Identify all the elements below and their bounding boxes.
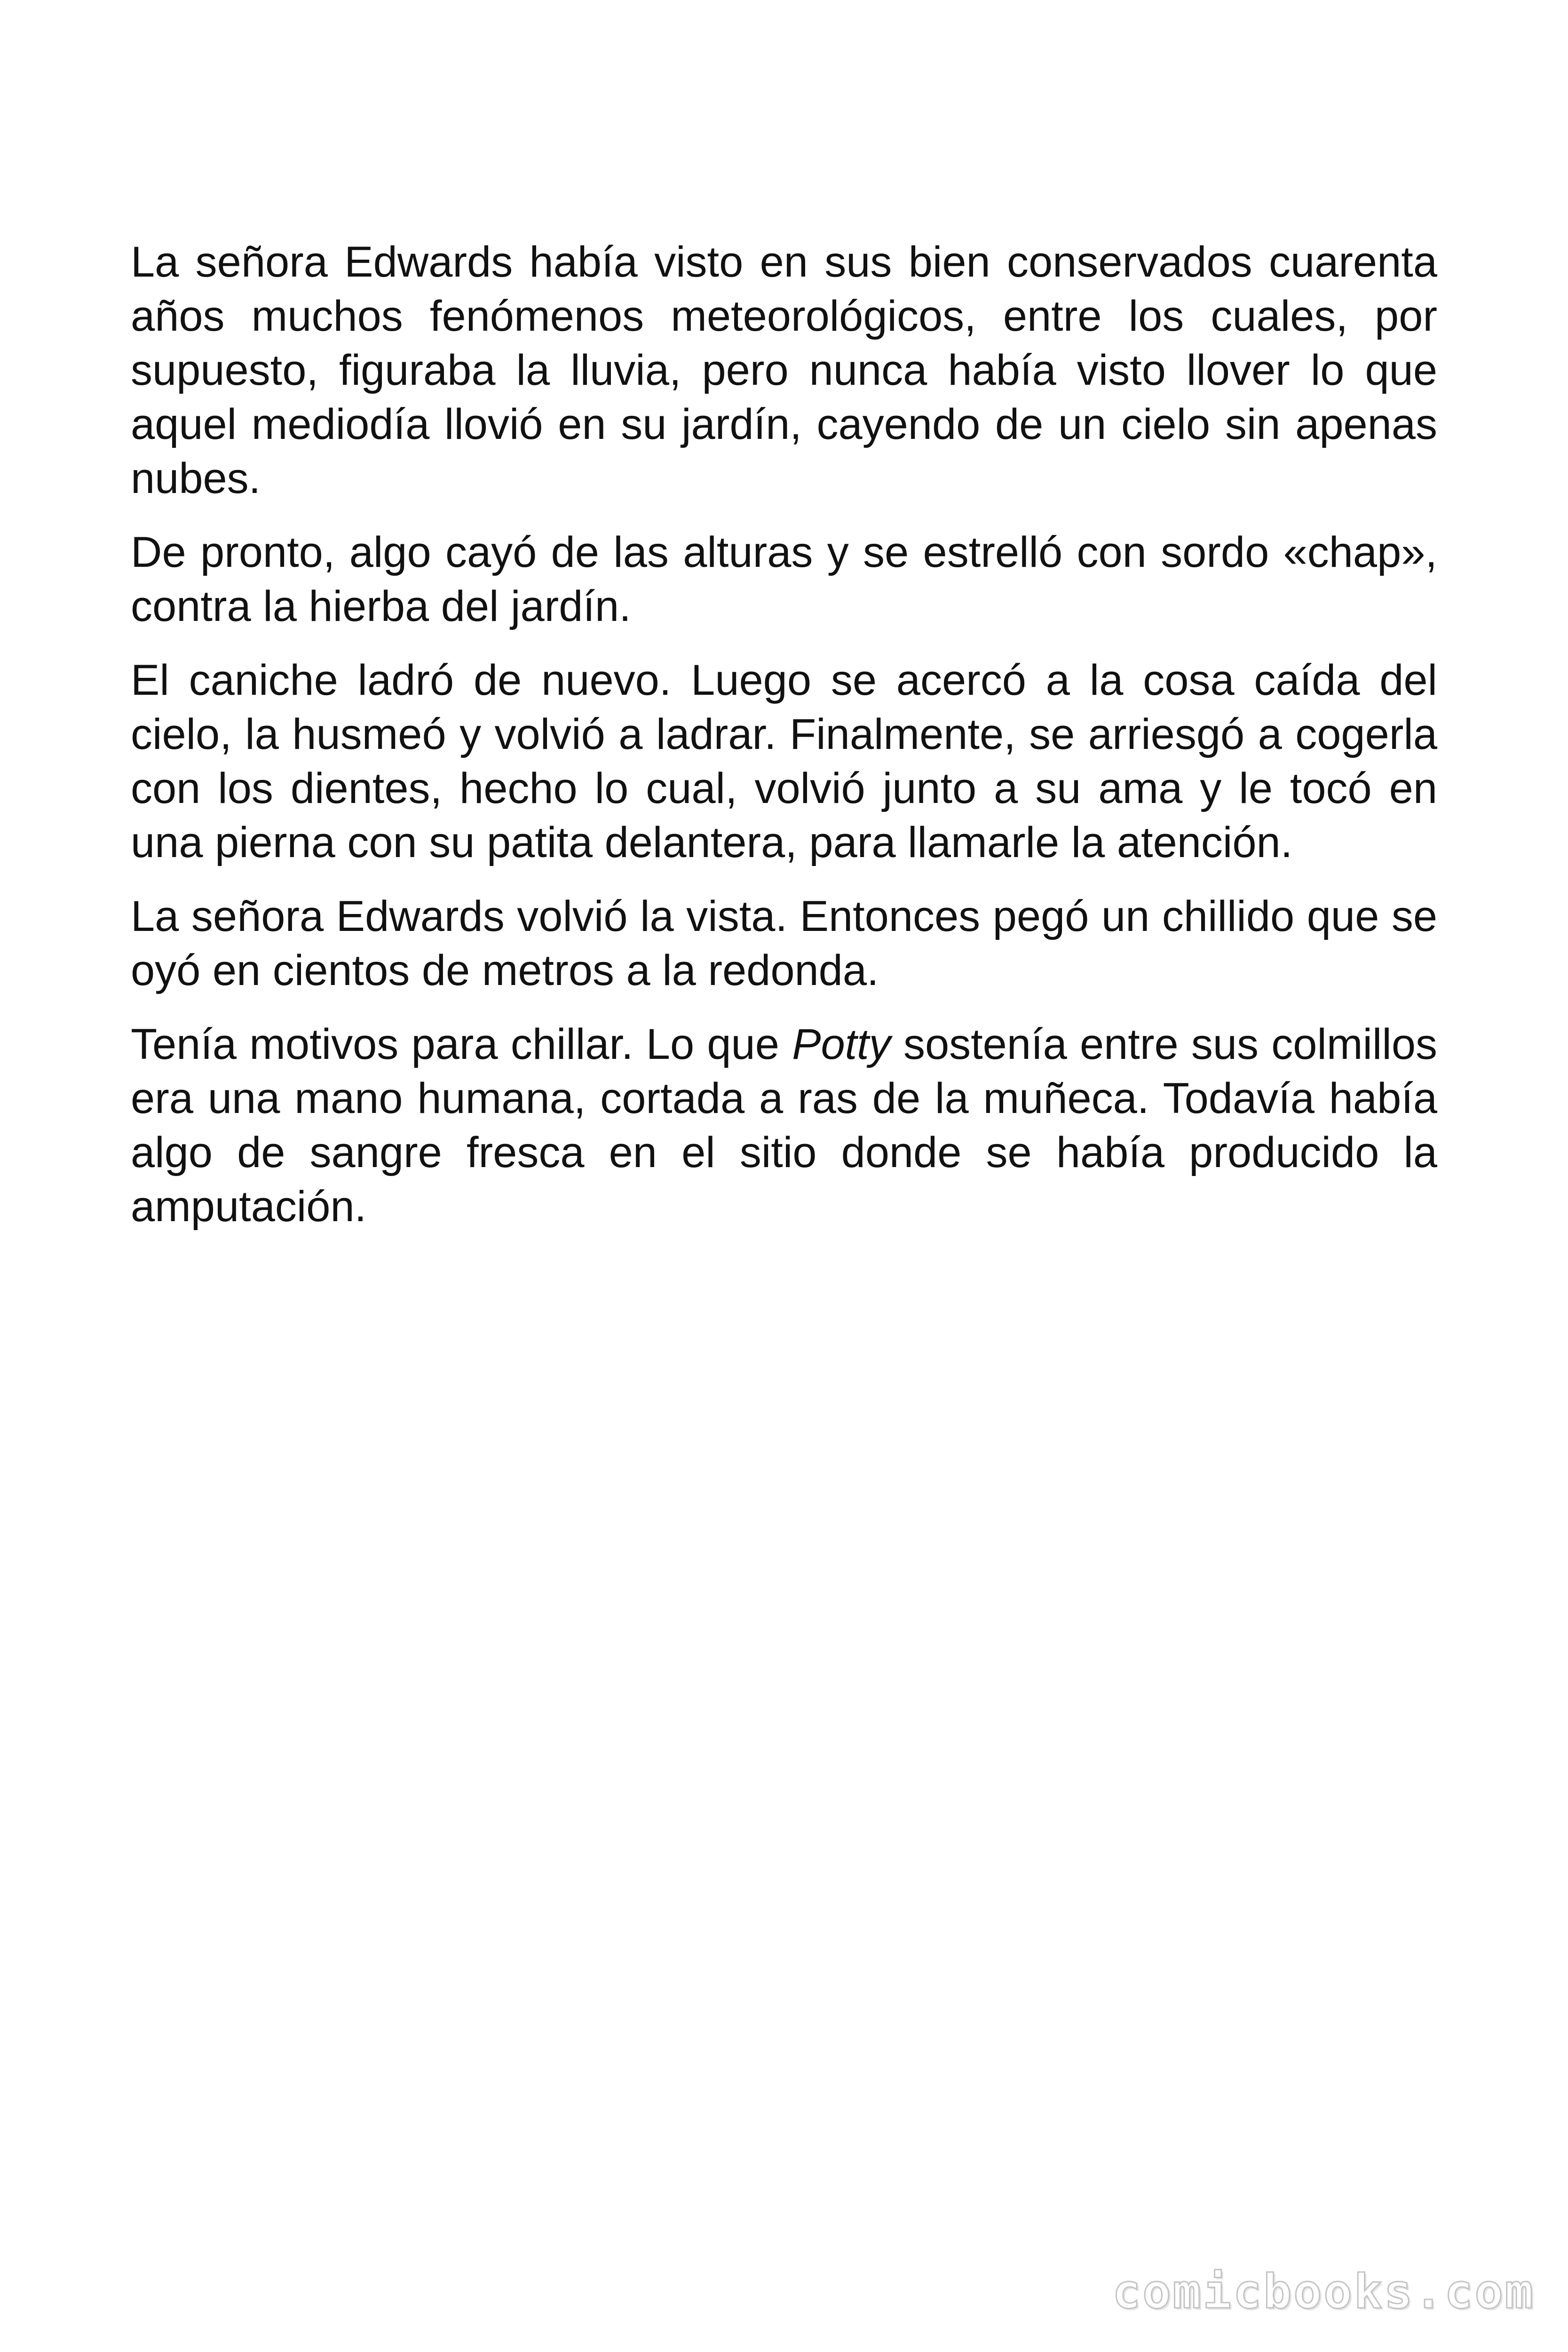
paragraph-2: De pronto, algo cayó de las alturas y se estrelló con sordo «chap», contra la hierba del jardín. [131,528,1437,630]
paragraph-1: La señora Edwards había visto en sus bien conservados cuarenta años muchos fenómenos meteorológicos, entre los cuales, por supuesto, figuraba la lluvia, pero nunca había visto llover lo que aquel mediodía llovió en su jardín, cayendo de un cielo sin apenas nubes. [131,238,1437,502]
paragraph-5-end: sostenía entre sus colmillos era una mano humana, cortada a ras de la muñeca. Todavía había algo de sangre fresca en el sitio donde se había producido la amputación. [131,1020,1437,1231]
paragraph-5-start: Tenía motivos para chillar. Lo que [131,1020,792,1068]
paragraph-3: El caniche ladró de nuevo. Luego se acercó a la cosa caída del cielo, la husmeó y volvió a ladrar. Finalmente, se arriesgó a cogerla con los dientes, hecho lo cual, volvió junto a su ama y le tocó en una pierna con su patita delantera, para llamarle la atención. [131,656,1437,866]
watermark: comicbooks.com [1112,2264,1535,2319]
paragraph-5 [131,1017,1437,1234]
paragraph-4: La señora Edwards volvió la vista. Entonces pegó un chillido que se oyó en cientos de metros a la redonda. [131,892,1437,994]
text-body [131,235,1437,1254]
dog-name-italic: Potty [792,1020,891,1068]
